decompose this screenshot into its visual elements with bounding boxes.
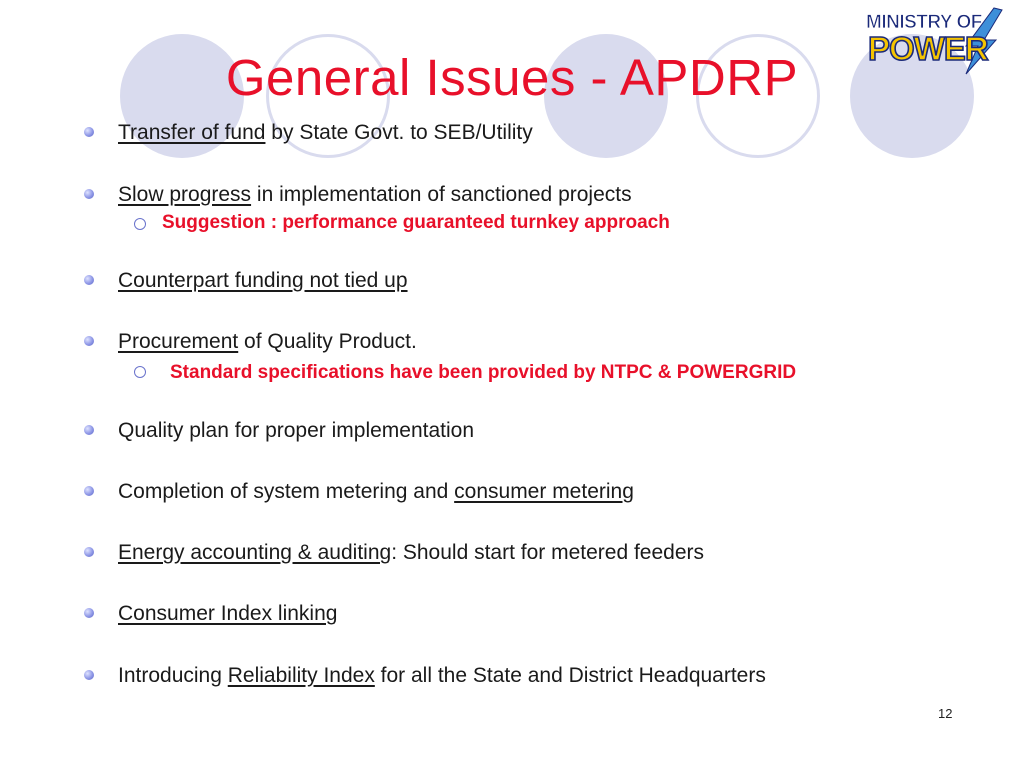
bullet-dot — [84, 608, 94, 618]
bullet-item-1 — [118, 121, 533, 145]
bullet-item-3 — [118, 269, 408, 293]
bullet-item-8 — [118, 602, 337, 626]
bullet-item-9 — [118, 664, 766, 688]
bullet-item-5-text: Quality plan for proper implementation — [118, 419, 475, 442]
bullet-item-7-text: : Should start for metered feeders — [391, 541, 705, 564]
bullet-dot — [84, 425, 94, 435]
counterpart-funding-link[interactable]: Counterpart funding not tied up — [118, 269, 408, 292]
bullet-dot — [84, 127, 94, 137]
bullet-dot — [84, 336, 94, 346]
energy-accounting-link[interactable]: Energy accounting & auditing — [118, 541, 392, 564]
bullet-item-1-text: by State Govt. to SEB/Utility — [265, 121, 533, 144]
bullet-item-4 — [118, 330, 417, 354]
bullet-item-6 — [118, 480, 634, 504]
consumer-metering-link[interactable]: consumer metering — [454, 480, 634, 503]
sub-bullet-ring — [134, 366, 146, 378]
bullet-dot — [84, 275, 94, 285]
transfer-of-fund-link[interactable]: Transfer of fund — [118, 121, 266, 144]
consumer-index-link[interactable]: Consumer Index linking — [118, 602, 338, 625]
bullet-item-2-text: in implementation of sanctioned projects — [251, 183, 632, 206]
bullet-item-5 — [118, 419, 474, 443]
sub-item-suggestion: Suggestion : performance guaranteed turnkey approach — [162, 212, 670, 233]
slide-title: General Issues - APDRP — [225, 49, 799, 106]
slow-progress-link[interactable]: Slow progress — [118, 183, 252, 206]
bullet-dot — [84, 189, 94, 199]
bullet-item-7 — [118, 541, 704, 565]
bullet-item-2 — [118, 183, 632, 207]
bullet-dot — [84, 670, 94, 680]
reliability-index-link[interactable]: Reliability Index — [227, 664, 375, 687]
sub-item-specifications: Standard specifications have been provided by NTPC & POWERGRID — [170, 362, 797, 383]
sub-bullet-ring — [134, 218, 146, 230]
bullet-item-4-text: of Quality Product. — [238, 330, 417, 353]
bullet-item-9-text: for all the State and District Headquarters — [374, 664, 766, 687]
page-number: 12 — [938, 706, 953, 721]
procurement-link[interactable]: Procurement — [118, 330, 239, 353]
svg-text:MINISTRY OF: MINISTRY OF — [866, 12, 982, 33]
bullet-item-6-text: Completion of system metering and — [118, 480, 455, 503]
bullet-dot — [84, 486, 94, 496]
bullet-dot — [84, 547, 94, 557]
bullet-item-9-prefix: Introducing — [118, 664, 228, 687]
svg-text:POWER: POWER — [868, 30, 988, 67]
